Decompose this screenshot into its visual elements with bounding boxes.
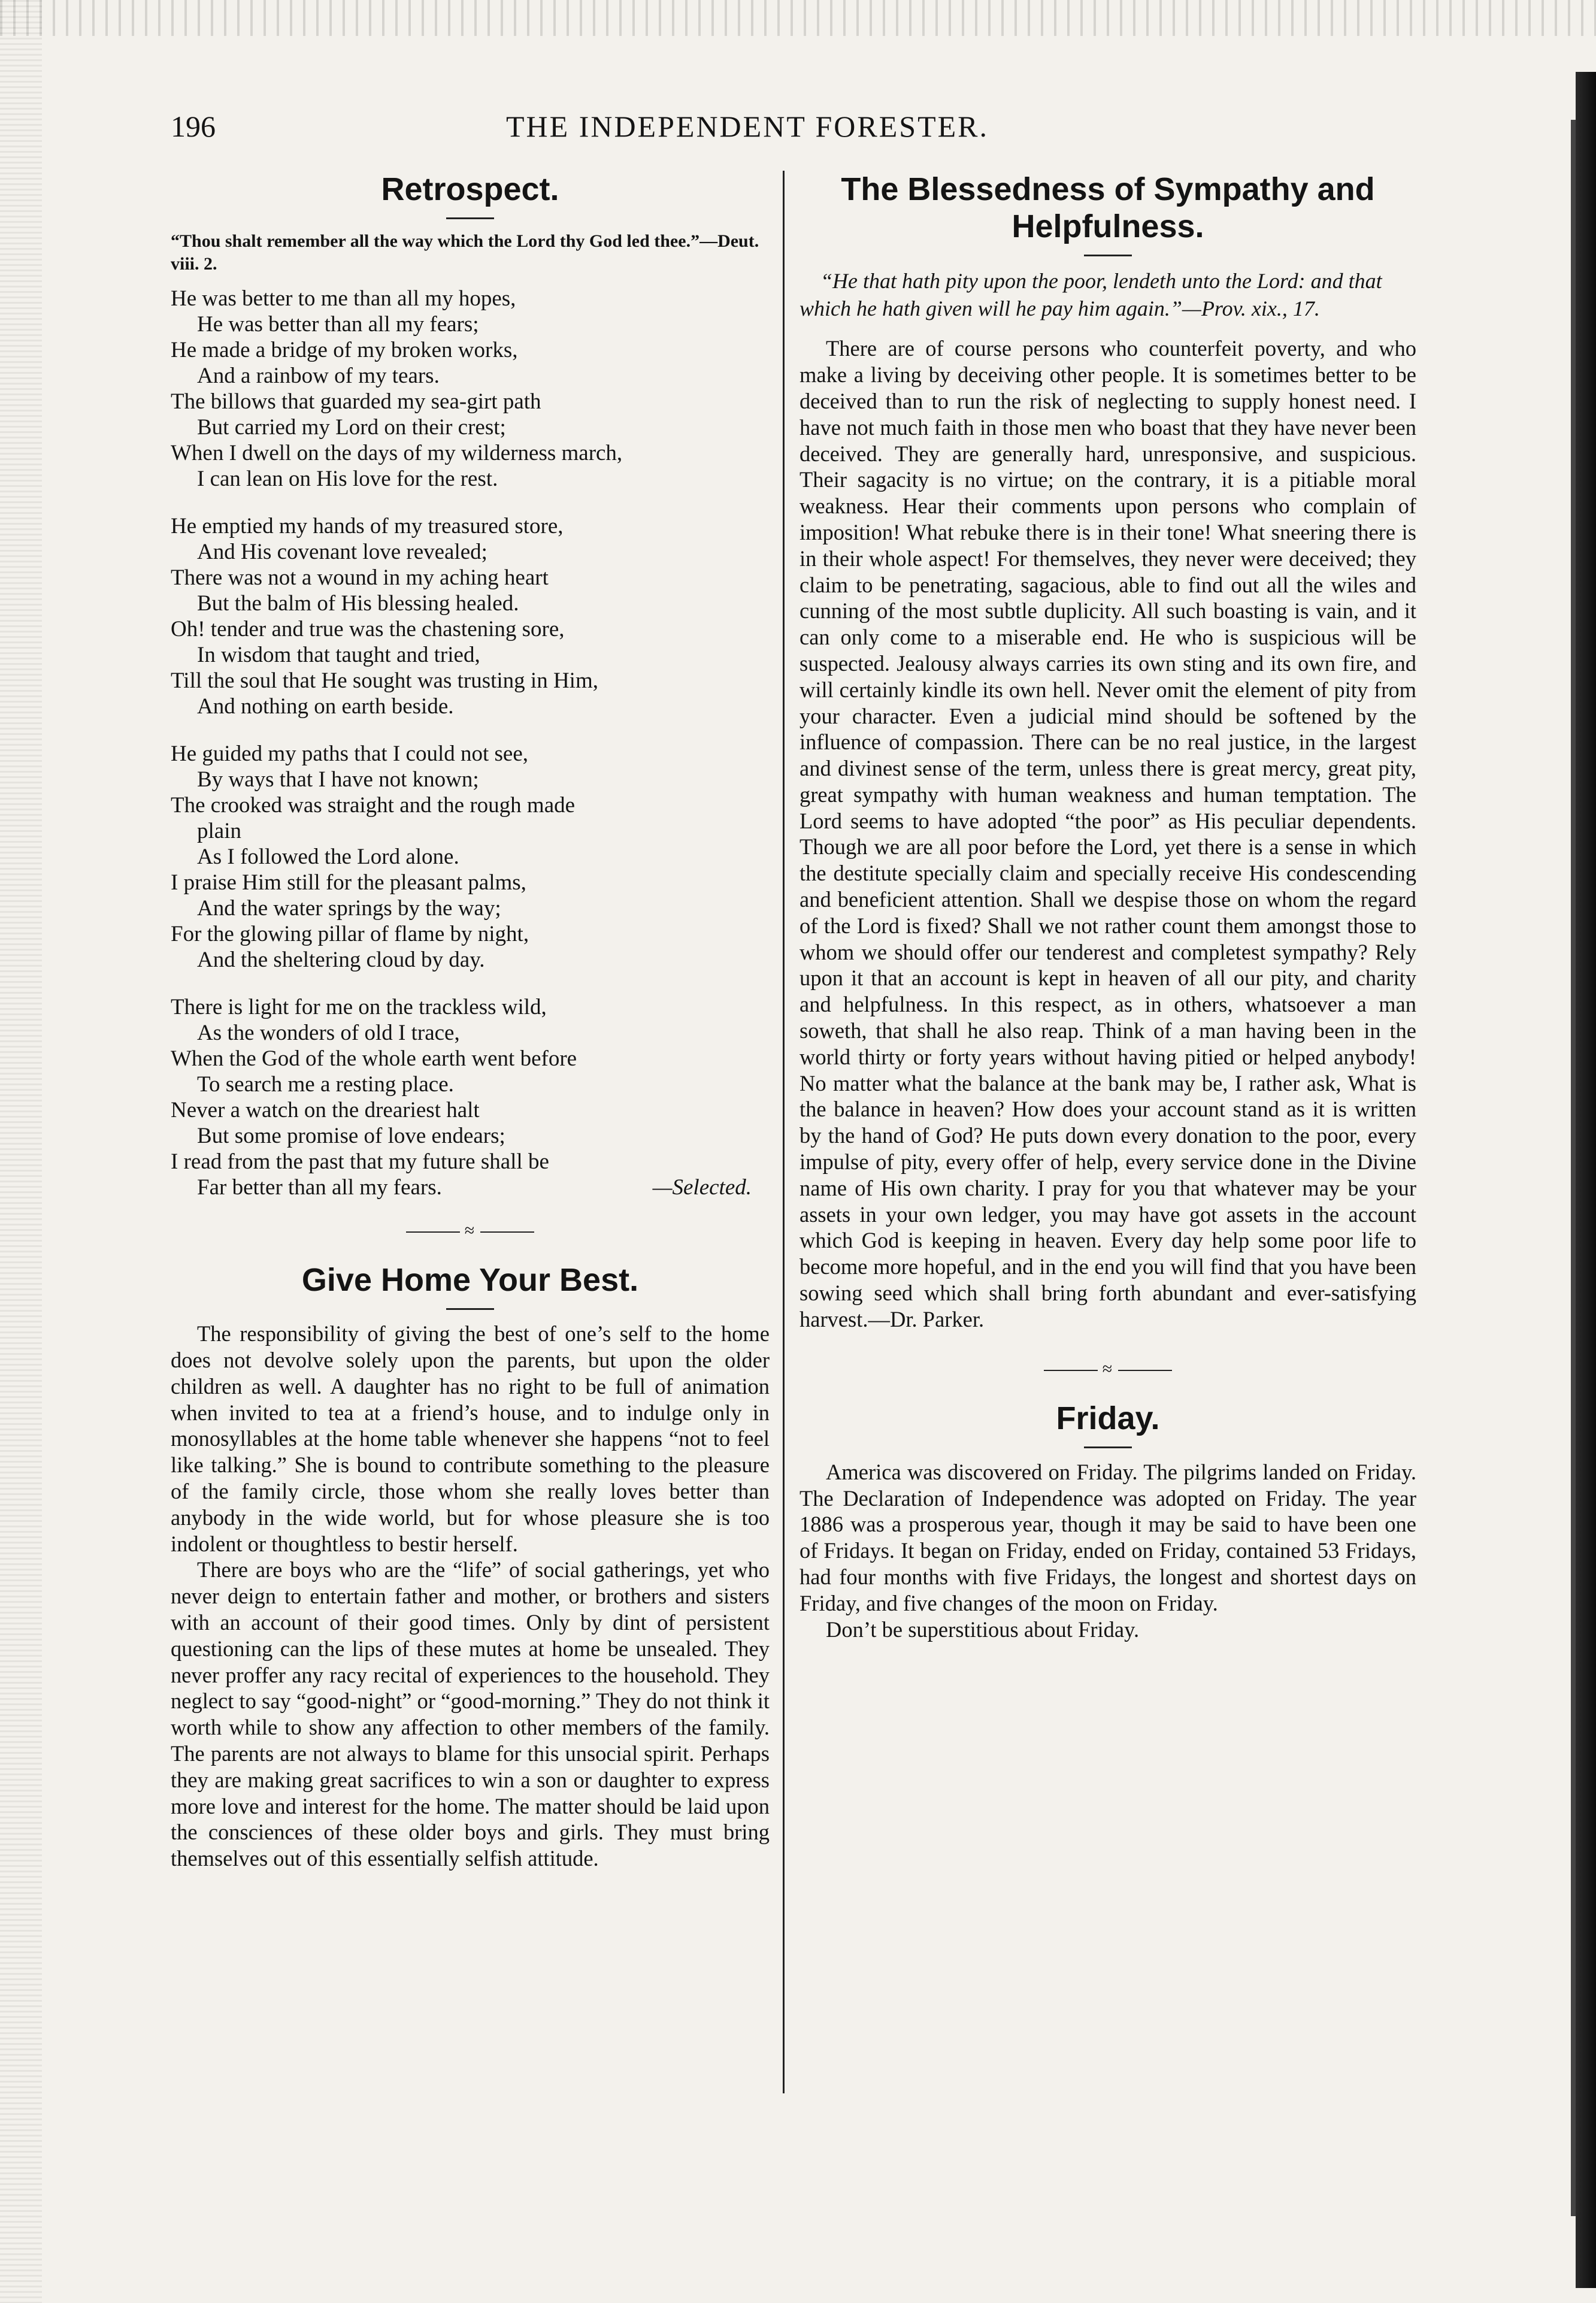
poem-stanza xyxy=(171,286,770,492)
poem-line: And His covenant love revealed; xyxy=(197,540,487,565)
poem-line: There was not a wound in my aching heart xyxy=(171,565,549,591)
poem-line: When I dwell on the days of my wilderness march, xyxy=(171,441,623,466)
poem-line: He emptied my hands of my treasured store, xyxy=(171,514,564,539)
poem-line: He guided my paths that I could not see, xyxy=(171,742,529,767)
poem-line: When the God of the whole earth went before xyxy=(171,1046,577,1072)
poem-attribution: —Selected. xyxy=(652,1175,752,1200)
poem-final-verse: Far better than all my fears. xyxy=(197,1175,442,1200)
poem-line: Never a watch on the dreariest halt xyxy=(171,1098,480,1123)
left-column xyxy=(171,171,770,1872)
poem-line: But some promise of love endears; xyxy=(197,1124,505,1149)
page-number: 196 xyxy=(171,110,216,143)
title-rule xyxy=(1084,255,1132,256)
section-ornament: ≈ xyxy=(799,1359,1416,1379)
right-binding-shadow xyxy=(1571,120,1576,2216)
poem-last-line xyxy=(171,1175,770,1200)
friday-title: Friday. xyxy=(1056,1400,1160,1436)
friday-paragraph-1: America was discovered on Friday. The pilgrims landed on Friday. The Declaration of Independence was adopted on Friday. The year 1886 was a prosperous year, though it may be said to have been one of Fridays. It began on Friday, ended on Friday, contained 53 Fridays, had four months with five Fridays, the longest and shortest days on Friday, and five changes of the moon on Friday. xyxy=(799,1459,1416,1615)
poem-line: And the sheltering cloud by day. xyxy=(197,948,485,973)
poem-line: As the wonders of old I trace, xyxy=(197,1021,460,1046)
give-home-title: Give Home Your Best. xyxy=(301,1262,639,1299)
poem-line: To search me a resting place. xyxy=(197,1072,454,1097)
poem-line: By ways that I have not known; xyxy=(197,767,479,792)
give-home-paragraph-2: There are boys who are the “life” of social gatherings, yet who never deign to entertain father and mother, or brothers and sisters with an account of their good times. Only by dint of persistent questioning can the lips of these mutes at home be unsealed. They never proffer any racy recital of experiences to the household. They neglect to say “good-night” or “good-morning.” They do not think it worth while to show any affection to other members of the family. The parents are not always to blame for this unsocial spirit. Perhaps they are making great sacrifices to win a son or daughter to express more love and interest for the home. The matter should be laid upon the consciences of these older boys and girls. They must bring themselves out of this essentially selfish attitude. xyxy=(171,1557,770,1871)
poem-line: There is light for me on the trackless wild, xyxy=(171,995,547,1020)
poem-stanza xyxy=(171,513,770,719)
poem-stanza xyxy=(171,741,770,973)
left-edge-speckle xyxy=(0,0,42,2303)
poem-line: But carried my Lord on their crest; xyxy=(197,415,506,440)
poem-line: He was better than all my fears; xyxy=(197,312,479,337)
give-home-paragraph-1: The responsibility of giving the best of one’s self to the home does not devolve solely upon the parents, but upon the older children as well. A daughter has no right to be full of animation when invited to tea at a friend’s house, and to indulge only in monosyllables at the home table whenever she happens “not to feel like talking.” She is bound to contribute something to the pleasure of the family circle, those whom she really loves better than anybody in the wide world, but for whose pleasure she is too indolent or thoughtless to bestir herself. xyxy=(171,1321,770,1556)
poem-line: I can lean on His love for the rest. xyxy=(197,467,498,492)
right-column xyxy=(799,171,1416,1642)
poem-line: I praise Him still for the pleasant palms, xyxy=(171,870,526,895)
title-rule xyxy=(446,217,494,219)
poem-line: For the glowing pillar of flame by night, xyxy=(171,922,529,947)
title-rule xyxy=(1084,1446,1132,1448)
retrospect-poem xyxy=(171,286,770,1175)
poem-line: The billows that guarded my sea-girt path xyxy=(171,389,541,414)
section-ornament: ≈ xyxy=(171,1221,770,1241)
blessedness-paragraph: There are of course persons who counterfeit poverty, and who make a living by deceiving other people. It is sometimes better to be deceived than to run the risk of neglecting to supply honest need. I have not much faith in those men who boast that they have never been deceived. They are generally hard, unresponsive, and suspicious. Their sagacity is no virtue; on the contrary, it is a pitiable moral weakness. Hear their comments upon persons who complain of imposition! What rebuke there is in their tone! What sneering there is in their whole aspect! For themselves, they never were deceived; they claim to be penetrating, sagacious, able to find out all the wiles and cunning of the most subtle duplicity. All such boasting is vain, and it can only come to a miserable end. He who is suspicious will be suspected. Jealousy always carries its own sting and its own fire, and will certainly kindle its own hell. Never omit the element of pity from your character. Even a judicial mind should be softened by the influence of compassion. There can be no real justice, in the largest and divinest sense of the term, unless there is great mercy, great pity, great sympathy with human weakness and human temptation. The Lord seems to have adopted “the poor” as His peculiar dependents. Though we are all poor before the Lord, yet there is a sense in which the destitute specially claim and specially receive His condescending and beneficient attention. Shall we despise those on whom the regard of the Lord is fixed? Shall we not rather count them amongst those to whom we should offer our tenderest and completest sympathy? Rely upon it that an account is kept in heaven of all our pity, and charity and helpfulness. In this respect, as in others, whatsoever a man soweth, that shall he also reap. Think of a man having been in the world thirty or forty years without having pitied or helped anybody! No matter what the balance at the bank may be, I rather ask, What is the balance in heaven? How does your account stand as it is written by the hand of God? He puts down every donation to the poor, every impulse of pity, every offer of help, every service done in the Divine name of His own charity. I pray for you that whatever may be your assets in your own ledger, you may have got assets in the account which God is keeping in heaven. Every day help some poor life to become more hopeful, and in the end you will find that you have been sowing seed which shall bring forth abundant and ever-satisfying harvest.—Dr. Parker. xyxy=(799,336,1416,1331)
poem-line: And a rainbow of my tears. xyxy=(197,364,440,389)
column-divider xyxy=(783,171,785,2093)
blessedness-title: The Blessedness of Sympathy and Helpfulness. xyxy=(841,171,1375,245)
title-rule xyxy=(446,1308,494,1310)
poem-line: The crooked was straight and the rough made xyxy=(171,793,576,818)
page-header xyxy=(171,109,1380,151)
poem-line: I read from the past that my future shall be xyxy=(171,1149,549,1175)
poem-line: Oh! tender and true was the chastening sore, xyxy=(171,617,565,642)
poem-line: He made a bridge of my broken works, xyxy=(171,338,518,363)
poem-line: And nothing on earth beside. xyxy=(197,694,454,719)
friday-paragraph-2: Don’t be superstitious about Friday. xyxy=(826,1617,1140,1642)
running-title: THE INDEPENDENT FORESTER. xyxy=(506,110,989,143)
retrospect-title: Retrospect. xyxy=(381,171,559,207)
poem-line: But the balm of His blessing healed. xyxy=(197,591,519,616)
poem-line: He was better to me than all my hopes, xyxy=(171,286,516,311)
blessedness-epigraph: “He that hath pity upon the poor, lendeth unto the Lord: and that which he hath given will he pay him again.”—Prov. xix., 17. xyxy=(799,269,1382,321)
poem-line: plain xyxy=(197,819,241,844)
poem-line: In wisdom that taught and tried, xyxy=(197,643,480,668)
top-edge-smudge xyxy=(0,0,1596,36)
poem-line: And the water springs by the way; xyxy=(197,896,501,921)
retrospect-epigraph: “Thou shalt remember all the way which the Lord thy God led thee.”—Deut. viii. 2. xyxy=(171,231,759,274)
poem-line: As I followed the Lord alone. xyxy=(197,845,459,870)
right-binding-edge xyxy=(1576,72,1596,2288)
poem-stanza xyxy=(171,994,770,1175)
poem-line: Till the soul that He sought was trusting in Him, xyxy=(171,668,598,694)
